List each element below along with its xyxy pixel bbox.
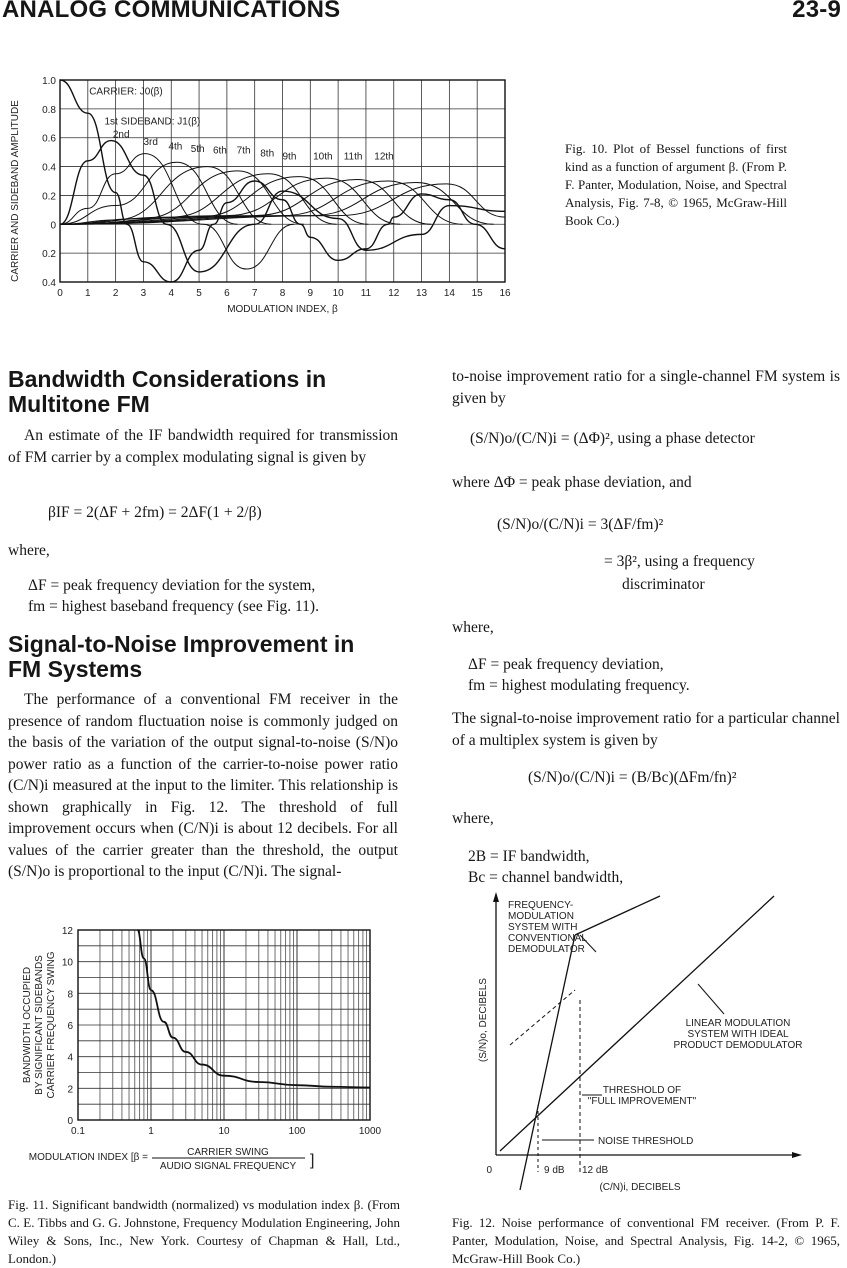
fig12-tick-12db: 12 dB [582, 1165, 609, 1176]
fig12-fm-label-line: FREQUENCY- [508, 900, 574, 911]
fig12-fm-label-line: CONVENTIONAL [508, 933, 587, 944]
fig11-x-tick: 0.1 [71, 1126, 85, 1137]
fig12-fm-upper [575, 896, 660, 935]
fig12-threshold-label-line: THRESHOLD OF [602, 1085, 682, 1096]
equation-beta-if: βIF = 2(ΔF + 2fm) = 2ΔF(1 + 2/β) [48, 504, 262, 521]
fig11-y-tick: 10 [61, 957, 73, 969]
noise-performance-chart [470, 890, 810, 1210]
fig11-y-tick: 8 [67, 989, 73, 1001]
fig10-x-tick: 7 [251, 288, 258, 299]
equation-frequency-ratio: (S/N)o/(C/N)i = 3(ΔF/fm)² [497, 516, 664, 533]
fig10-y-tick: 0.8 [42, 104, 56, 116]
fig10-sideband-label: 1st SIDEBAND: J1(β) [104, 116, 201, 128]
running-header-title: ANALOG COMMUNICATIONS [2, 0, 341, 23]
fig10-y-tick: 0.4 [42, 162, 56, 174]
where-label-2: where, [452, 619, 494, 636]
fig11-y-tick: 6 [67, 1021, 73, 1032]
fig10-carrier-label: CARRIER: J0(β) [89, 86, 163, 98]
fig11-y-label-line: BANDWIDTH OCCUPIED [22, 966, 33, 1084]
fig10-order-label: 12th [374, 151, 394, 163]
fig12-noise-threshold-label: NOISE THRESHOLD [598, 1136, 694, 1147]
fig10-x-tick: 10 [332, 288, 344, 299]
fig10-x-tick: 8 [279, 288, 286, 299]
fig10-order-label: 9th [282, 151, 297, 163]
definition-highest-modulating: fm = highest modulating frequency. [468, 677, 690, 694]
fig11-x-label-denominator: AUDIO SIGNAL FREQUENCY [159, 1161, 297, 1172]
fig10-grid [60, 80, 505, 282]
definition-delta-f: ΔF = peak frequency deviation for the system, [28, 577, 316, 594]
fig10-y-tick: 0 [50, 220, 56, 232]
equation-discriminator: discriminator [622, 576, 705, 593]
fig10-x-tick: 14 [443, 288, 455, 299]
fig10-x-tick: 9 [307, 288, 314, 299]
fig10-x-tick: 5 [196, 288, 202, 299]
fig12-y-label: (S/N)o, DECIBELS [478, 978, 489, 1062]
fig12-fm-lower [520, 935, 575, 1190]
heading-snr: Signal-to-Noise Improvement in FM Systems [8, 631, 355, 682]
page-number: 23-9 [792, 0, 841, 23]
fig10-order-label: 11th [343, 151, 363, 163]
fig10-y-tick: 0.4 [42, 278, 56, 289]
fig10-y-tick: 0.6 [42, 133, 56, 145]
fig11-y-label-line: BY SIGNIFICANT SIDEBANDS [34, 955, 45, 1095]
fig12-x-label: (C/N)i, DECIBELS [599, 1182, 681, 1193]
fig10-x-tick: 4 [168, 288, 175, 299]
fig11-y-tick: 4 [67, 1052, 73, 1064]
fig12-fm-label-line: DEMODULATOR [508, 944, 585, 955]
fig10-order-label: 4th [168, 141, 183, 153]
fig12-linear-label-line: PRODUCT DEMODULATOR [673, 1040, 803, 1051]
where-delta-phi: where ΔΦ = peak phase deviation, and [452, 474, 692, 491]
fig11-bracket: ] [310, 1152, 315, 1169]
fig11-x-label-numerator: CARRIER SWING [187, 1147, 269, 1158]
fig10-x-tick: 15 [471, 288, 483, 299]
fig10-x-label: MODULATION INDEX, β [227, 304, 338, 315]
fig11-y-tick: 2 [67, 1084, 73, 1096]
fig10-x-tick: 12 [388, 288, 400, 299]
fig11-x-tick: 10 [218, 1126, 230, 1137]
paragraph-snr: The performance of a conventional FM receiver in the presence of random fluctuation noise is commonly judged on the basis of the variation of the output signal-to-noise (S/N)o power ratio as a function of the carrier-to-noise power ratio (C/N)i measured at the input to the limiter. This relationship is shown graphically in Fig. 12. The threshold of full improvement occurs when (C/N)i is about 12 decibels. For all values of the carrier greater than the threshold, the output (S/N)o is proportional to the input (C/N)i. The signal- [8, 691, 398, 880]
fig11-x-tick: 100 [288, 1126, 306, 1137]
fig10-y-tick: 0.2 [42, 191, 56, 203]
definition-if-bandwidth: 2B = IF bandwidth, [468, 848, 590, 865]
fig11-grid [78, 930, 370, 1120]
fig10-y-tick: 1.0 [42, 76, 56, 87]
fig12-linear-leader [698, 984, 724, 1014]
paragraph-multiplex: The signal-to-noise improvement ratio for a particular channel of a multiplex system is given by [452, 710, 840, 749]
figure-11-caption: Fig. 11. Significant bandwidth (normalized) vs modulation index β. (From C. E. Tibbs and G. G. Johnstone, Frequency Modulation Engineering, John Wiley & Sons, Inc., New York. Courtesy of Chapman & Hall, Ltd., London.) [8, 1197, 400, 1266]
fig10-x-tick: 1 [85, 288, 91, 299]
fig10-order-label: 8th [260, 148, 275, 160]
where-label: where, [8, 542, 50, 559]
fig12-linear-label-line: SYSTEM WITH IDEAL [687, 1029, 789, 1040]
fig10-y-tick: 0.2 [42, 249, 56, 261]
figure-10-caption: Fig. 10. Plot of Bessel functions of first kind as a function of argument β. (From P. F. Panter, Modulation, Noise, and Spectral Analysis, Fig. 7-8, © 1965, McGraw-Hill Book Co.) [565, 141, 787, 228]
fig10-x-tick: 2 [112, 288, 119, 299]
fig10-x-tick: 6 [224, 288, 230, 299]
where-label-3: where, [452, 810, 494, 827]
fig11-y-label-line: CARRIER FREQUENCY SWING [46, 951, 57, 1099]
bandwidth-vs-index-chart [0, 920, 400, 1220]
fig12-threshold-label-line: "FULL IMPROVEMENT" [587, 1096, 697, 1107]
fig10-x-tick: 0 [57, 288, 63, 299]
bessel-series-3 [60, 162, 237, 224]
fig12-dashed-extension [510, 990, 575, 1045]
fig10-order-label: 6th [212, 145, 227, 157]
fig10-order-label: 2nd [112, 129, 130, 141]
equation-three-beta-squared: = 3β², using a frequency [604, 553, 755, 570]
fig12-fm-label-line: SYSTEM WITH [508, 922, 578, 933]
fig12-x-arrow [792, 1152, 802, 1158]
fig11-x-label-prefix: MODULATION INDEX [β = [28, 1152, 148, 1163]
paragraph-continued: to-noise improvement ratio for a single-channel FM system is given by [452, 368, 840, 407]
heading-bandwidth: Bandwidth Considerations in Multitone FM [8, 366, 327, 417]
equation-multiplex: (S/N)o/(C/N)i = (B/Bc)(ΔFm/fn)² [528, 769, 737, 786]
fig12-tick-9db: 9 dB [544, 1165, 565, 1176]
fig10-order-label: 5th [190, 144, 205, 156]
figure-12-caption: Fig. 12. Noise performance of conventional FM receiver. (From P. F. Panter, Modulation, Noise, and Spectral Analysis, Fig. 14-2, © 1965, McGraw-Hill Book Co.) [452, 1215, 840, 1266]
definition-channel-bandwidth: Bc = channel bandwidth, [468, 869, 624, 886]
fig10-x-tick: 13 [416, 288, 428, 299]
definition-peak-deviation: ΔF = peak frequency deviation, [468, 656, 664, 673]
bessel-series-11 [60, 182, 494, 224]
fig12-origin-label: 0 [486, 1165, 492, 1176]
fig11-y-tick: 12 [61, 926, 73, 937]
fig11-y-tick: 0 [67, 1116, 73, 1127]
fig10-x-tick: 11 [360, 288, 372, 299]
fig12-fm-label-line: MODULATION [508, 911, 574, 922]
fig11-x-tick: 1 [148, 1126, 154, 1137]
definition-fm: fm = highest baseband frequency (see Fig. 11). [28, 598, 319, 615]
fig10-y-label: CARRIER AND SIDEBAND AMPLITUDE [10, 100, 21, 282]
fig10-x-tick: 16 [499, 288, 511, 299]
fig10-order-label: 7th [236, 145, 251, 157]
fig11-x-tick: 1000 [358, 1126, 382, 1137]
fig12-linear-label-line: LINEAR MODULATION [685, 1018, 791, 1029]
bessel-function-chart [0, 60, 520, 360]
fig10-order-label: 10th [313, 151, 333, 163]
equation-phase-detector: (S/N)o/(C/N)i = (ΔΦ)², using a phase detector [470, 430, 755, 447]
fig10-x-tick: 3 [140, 288, 147, 299]
fig12-y-arrow [493, 892, 499, 902]
fig10-order-label: 3rd [143, 136, 158, 148]
bessel-series-2 [60, 154, 294, 269]
paragraph-bandwidth: An estimate of the IF bandwidth required for transmission of FM carrier by a complex modulating signal is given by [8, 427, 398, 466]
